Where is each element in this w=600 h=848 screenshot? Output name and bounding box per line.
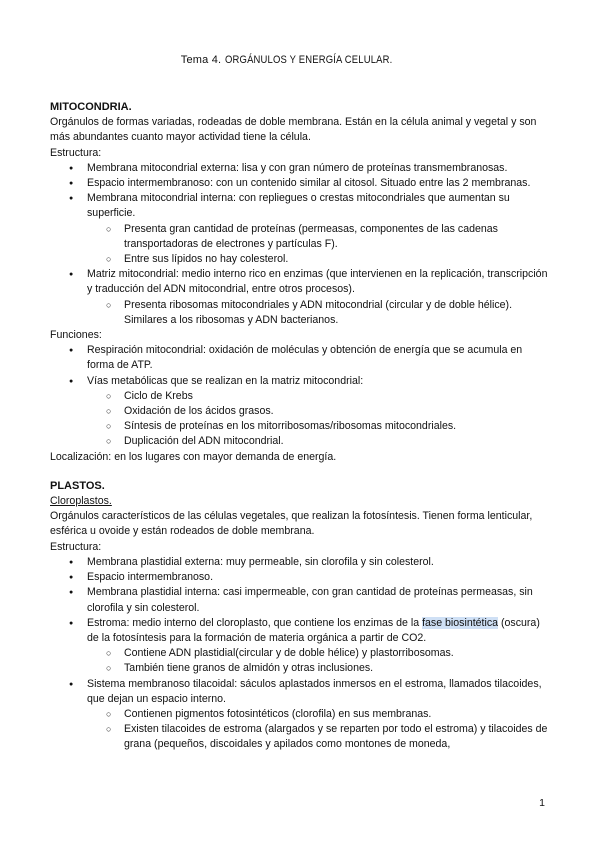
list-item-text: Matriz mitocondrial: medio interno rico en enzimas (que intervienen en la replicación, transcripción y traducción del ADN mitocondrial, entre otros procesos). — [87, 268, 548, 296]
sublist-item: ○ Presenta ribosomas mitocondriales y ADN mitocondrial (circular y de doble hélice). Similares a los ribosomas y ADN bacterianos. — [87, 298, 550, 328]
estroma-text-pre: Estroma: medio interno del cloroplasto, que contiene los enzimas de la — [87, 616, 423, 629]
mito-intro: Orgánulos de formas variadas, rodeadas de doble membrana. Están en la célula animal y vegetal y son más abundantes cuanto mayor actividad tiene la célula. — [50, 116, 537, 144]
document-body — [50, 100, 550, 753]
mito-localizacion: Localización: en los lugares con mayor demanda de energía. — [50, 450, 337, 463]
sublist-item: ○ Ciclo de Krebs — [87, 389, 550, 404]
mito-estructura-label: Estructura: — [50, 146, 102, 159]
sublist-item: ○ Síntesis de proteínas en los mitorribosomas/ribosomas mitocondriales. — [87, 419, 550, 434]
section-heading-mitocondria: MITOCONDRIA. — [50, 101, 132, 113]
estroma-text-post: (oscura) de la fotosíntesis para la formación de materia orgánica a partir de CO2. — [87, 616, 540, 644]
section-heading-plastos: PLASTOS. — [50, 479, 105, 492]
list-item: ● Respiración mitocondrial: oxidación de moléculas y obtención de energía que se acumula en forma de ATP. — [50, 343, 550, 373]
sublist-item: ○ Oxidación de los ácidos grasos. — [87, 404, 550, 419]
sublist — [87, 707, 550, 753]
sublist — [87, 298, 550, 328]
list-item — [50, 616, 550, 677]
list-item — [50, 374, 550, 450]
sublist-item: ○ Entre sus lípidos no hay colesterol. — [87, 252, 550, 267]
sublist-item: ○ Existen tilacoides de estroma (alargados y se reparten por todo el estroma) y tilacoides de grana (pequeños, discoidales y apilados como montones de moneda, — [87, 722, 550, 752]
list-item-text — [87, 617, 540, 644]
plastos-intro: Orgánulos característicos de las células vegetales, que realizan la fotosíntesis. Tienen forma lenticular, esférica u ovoide y están rodeados de doble membrana. — [50, 510, 533, 538]
mito-funciones-label: Funciones: — [50, 329, 102, 342]
section-gap — [50, 465, 550, 479]
list-item-text: Sistema membranoso tilacoidal: sáculos aplastados inmersos en el estroma, llamados tilacoides, que dejan un espacio interno. — [87, 677, 542, 705]
sublist — [87, 389, 550, 450]
page-number: 1 — [539, 797, 545, 809]
list-item: ● Membrana plastidial interna: casi impermeable, con gran cantidad de proteínas permeasas, sin clorofila y sin colesterol. — [50, 585, 550, 615]
sublist-item: ○ Presenta gran cantidad de proteínas (permeasas, componentes de las cadenas transportadoras de electrones y partículas F). — [87, 222, 550, 252]
plastos-estructura-list — [50, 555, 550, 753]
plastos-estructura-label: Estructura: — [50, 540, 102, 553]
sublist-item: ○ Contienen pigmentos fotosintéticos (clorofila) en sus membranas. — [87, 707, 550, 722]
header-title: ORGÁNULOS Y ENERGÍA CELULAR. — [224, 54, 392, 66]
list-item: ● Membrana mitocondrial externa: lisa y con gran número de proteínas transmembranosas. — [50, 161, 550, 176]
list-item: ● Espacio intermembranoso: con un contenido similar al citosol. Situado entre las 2 membranas. — [50, 176, 550, 191]
list-item — [50, 677, 550, 753]
mito-estructura-list — [50, 161, 550, 328]
sublist-item: ○ Duplicación del ADN mitocondrial. — [87, 434, 550, 449]
sublist-item: ○ También tiene granos de almidón y otras inclusiones. — [87, 661, 550, 676]
list-item: ● Espacio intermembranoso. — [50, 570, 550, 585]
list-item-text: Vías metabólicas que se realizan en la matriz mitocondrial: — [87, 374, 364, 387]
selected-text-highlight[interactable]: fase biosintética — [422, 616, 499, 629]
plastos-subheading: Cloroplastos. — [50, 495, 112, 508]
header-prefix: Tema 4. — [180, 54, 222, 66]
list-item-text: Membrana mitocondrial interna: con repliegues o crestas mitocondriales que aumentan su superficie. — [87, 192, 510, 220]
list-item — [50, 267, 550, 328]
sublist — [87, 646, 550, 676]
list-item — [50, 191, 550, 267]
sublist-item: ○ Contiene ADN plastidial(circular y de doble hélice) y plastorribosomas. — [87, 646, 550, 661]
page-header — [0, 54, 600, 66]
sublist — [87, 222, 550, 268]
list-item: ● Membrana plastidial externa: muy permeable, sin clorofila y sin colesterol. — [50, 555, 550, 570]
mito-funciones-list — [50, 343, 550, 449]
